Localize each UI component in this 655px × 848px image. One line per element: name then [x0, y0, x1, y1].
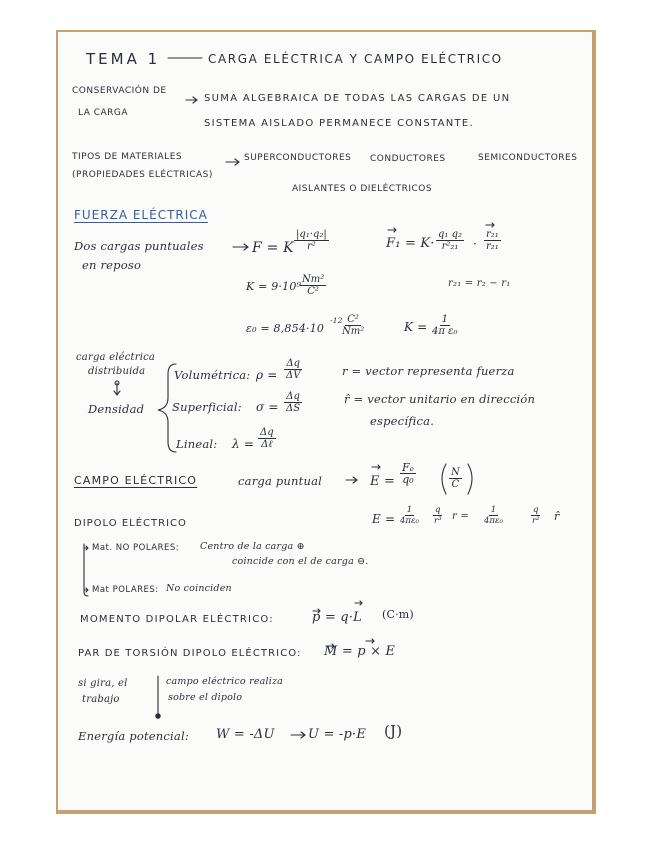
epsilon-unit-fraction	[340, 314, 366, 337]
coulomb-den: r²	[306, 241, 316, 252]
tipo-conductores: CONDUCTORES	[370, 154, 446, 164]
coulomb-num: |q₁·q₂|	[296, 229, 327, 240]
k-unit-fraction	[300, 274, 326, 297]
energia-unit: (J)	[384, 722, 403, 740]
k-eq-fraction	[430, 314, 460, 337]
k-eq-den: 4π ε₀	[432, 326, 458, 337]
nopolares-line-1: Centro de la carga ⊕	[200, 541, 305, 552]
volumetrica-num: Δq	[286, 358, 301, 369]
dot-symbol: ·	[473, 237, 478, 251]
realiza-line-1: campo eléctrico realiza	[166, 676, 284, 687]
realiza-line-2: sobre el dipolo	[168, 692, 243, 703]
conservacion-desc-1: SUMA ALGEBRAICA DE TODAS LAS CARGAS DE UN	[204, 93, 511, 104]
notebook-page	[58, 32, 592, 810]
momento-equation: p = q·L	[312, 610, 362, 625]
carga-puntual-label: carga puntual	[238, 474, 323, 488]
conservacion-desc-2: SISTEMA AISLADO PERMANECE CONSTANTE.	[204, 118, 475, 129]
campo2-frac-3-den: 4πε₀	[484, 516, 503, 526]
torsion-equation: M = p × E	[324, 644, 396, 659]
k-unit-den: C²	[307, 286, 319, 297]
epsilon-value: ε₀ = 8,854·10	[246, 322, 325, 335]
nopolares-line-2: coincide con el de carga ⊖.	[232, 556, 369, 567]
superficial-num: Δq	[286, 391, 300, 402]
campo-unit-den: C	[451, 479, 460, 490]
campo2-frac-3	[482, 505, 505, 526]
superficial-label: Superficial:	[172, 400, 242, 414]
k-value: K = 9·10⁹	[246, 280, 302, 293]
campo2-mid: r =	[452, 511, 469, 522]
lineal-lhs: λ =	[232, 437, 255, 451]
nopolares-label: Mat. NO POLARES:	[92, 543, 180, 553]
campo-den: q₀	[402, 473, 414, 486]
unit-vector-den: r₂₁	[486, 241, 499, 252]
campo2-frac-1	[398, 505, 421, 526]
tipo-aislantes: AISLANTES O DIELÉCTRICOS	[292, 184, 433, 194]
polares-text: No coinciden	[166, 583, 232, 594]
campo2-frac-4	[530, 505, 541, 526]
campo2-tail: r̂	[554, 510, 560, 523]
campo-fraction	[400, 462, 416, 485]
lineal-label: Lineal:	[176, 437, 218, 451]
epsilon-unit-den: Nm²	[342, 326, 365, 337]
energia-equation-1: W = -ΔU	[216, 727, 275, 742]
unit-vector-fraction	[484, 229, 501, 252]
momento-unit: (C·m)	[382, 608, 414, 621]
r21-definition: r₂₁ = r₂ − r₁	[448, 278, 511, 289]
densidad-label: Densidad	[88, 402, 145, 416]
r-hat-note-1: r̂ = vector unitario en dirección	[344, 392, 536, 406]
volumetrica-fraction	[284, 358, 302, 381]
epsilon-unit-num: C²	[347, 314, 359, 325]
volumetrica-label: Volumétrica:	[174, 368, 251, 382]
campo-unit-fraction	[449, 467, 462, 490]
campo-unit-num: N	[451, 467, 460, 478]
tipo-superconductores: SUPERCONDUCTORES	[244, 153, 352, 163]
lineal-fraction	[258, 427, 276, 450]
gira-line-1: si gira, el	[78, 678, 128, 689]
tipo-semiconductores: SEMICONDUCTORES	[478, 153, 578, 163]
densidad-note-1: carga eléctrica	[76, 352, 156, 363]
superficial-den: ΔS	[286, 403, 301, 414]
epsilon-exponent: -12	[330, 316, 343, 325]
campo2-frac-2-den: r³	[434, 516, 442, 526]
campo2-frac-1-den: 4πε₀	[400, 516, 419, 526]
momento-label: MOMENTO DIPOLAR ELÉCTRICO:	[80, 614, 274, 625]
coulomb-vector-lhs: F₁ = K·	[386, 236, 435, 251]
lineal-num: Δq	[260, 427, 274, 438]
campo-num: Fₑ	[402, 461, 414, 474]
coulomb-fraction	[294, 229, 329, 252]
k-unit-num: Nm²	[302, 274, 325, 285]
superficial-fraction	[284, 391, 302, 414]
page-title: CARGA ELÉCTRICA Y CAMPO ELÉCTRICO	[208, 52, 503, 66]
conservacion-label-1: CONSERVACIÓN DE	[72, 86, 167, 96]
torsion-label: PAR DE TORSIÓN DIPOLO ELÉCTRICO:	[78, 648, 302, 659]
fuerza-desc-2: en reposo	[82, 258, 142, 272]
r-vector-note: r = vector representa fuerza	[342, 364, 515, 378]
superficial-lhs: σ =	[256, 400, 279, 414]
volumetrica-lhs: ρ =	[256, 368, 278, 382]
tema-number: TEMA 1	[86, 50, 161, 68]
campo2-frac-2-num: q	[435, 505, 441, 515]
dipolo-heading: DIPOLO ELÉCTRICO	[74, 518, 187, 529]
r-hat-note-2: específica.	[370, 414, 435, 428]
campo2-frac-3-num: 1	[490, 505, 497, 515]
fuerza-heading: FUERZA ELÉCTRICA	[74, 208, 208, 222]
campo-lhs: E =	[370, 474, 396, 489]
conservacion-label-2: LA CARGA	[78, 108, 129, 118]
campo-heading: CAMPO ELÉCTRICO	[74, 474, 198, 487]
campo2-frac-4-den: r²	[532, 516, 540, 526]
coulomb-vector-fraction	[436, 229, 464, 252]
energia-equation-2: U = -p·E	[308, 727, 367, 742]
coulomb-vector-num: q₁ q₂	[438, 229, 462, 240]
campo2-lhs: E =	[372, 512, 396, 526]
campo2-frac-1-num: 1	[406, 505, 413, 515]
fuerza-desc-1: Dos cargas puntuales	[74, 239, 204, 253]
volumetrica-den: ΔV	[286, 370, 301, 381]
k-eq-num: 1	[441, 314, 448, 325]
gira-line-2: trabajo	[82, 694, 120, 705]
k-eq-lhs: K =	[404, 320, 428, 334]
tipos-label-1: TIPOS DE MATERIALES	[72, 152, 183, 162]
coulomb-lhs: F = K	[252, 240, 294, 256]
campo2-frac-2	[432, 505, 443, 526]
coulomb-vector-den: r²₂₁	[441, 241, 459, 252]
energia-label: Energía potencial:	[78, 729, 189, 743]
tipos-label-2: (PROPIEDADES ELÉCTRICAS)	[72, 170, 213, 180]
polares-label: Mat POLARES:	[92, 585, 159, 595]
campo2-frac-4-num: q	[533, 505, 539, 515]
densidad-note-2: distribuida	[88, 366, 146, 377]
lineal-den: Δℓ	[261, 439, 273, 450]
unit-vector-num: r₂₁	[486, 229, 499, 240]
